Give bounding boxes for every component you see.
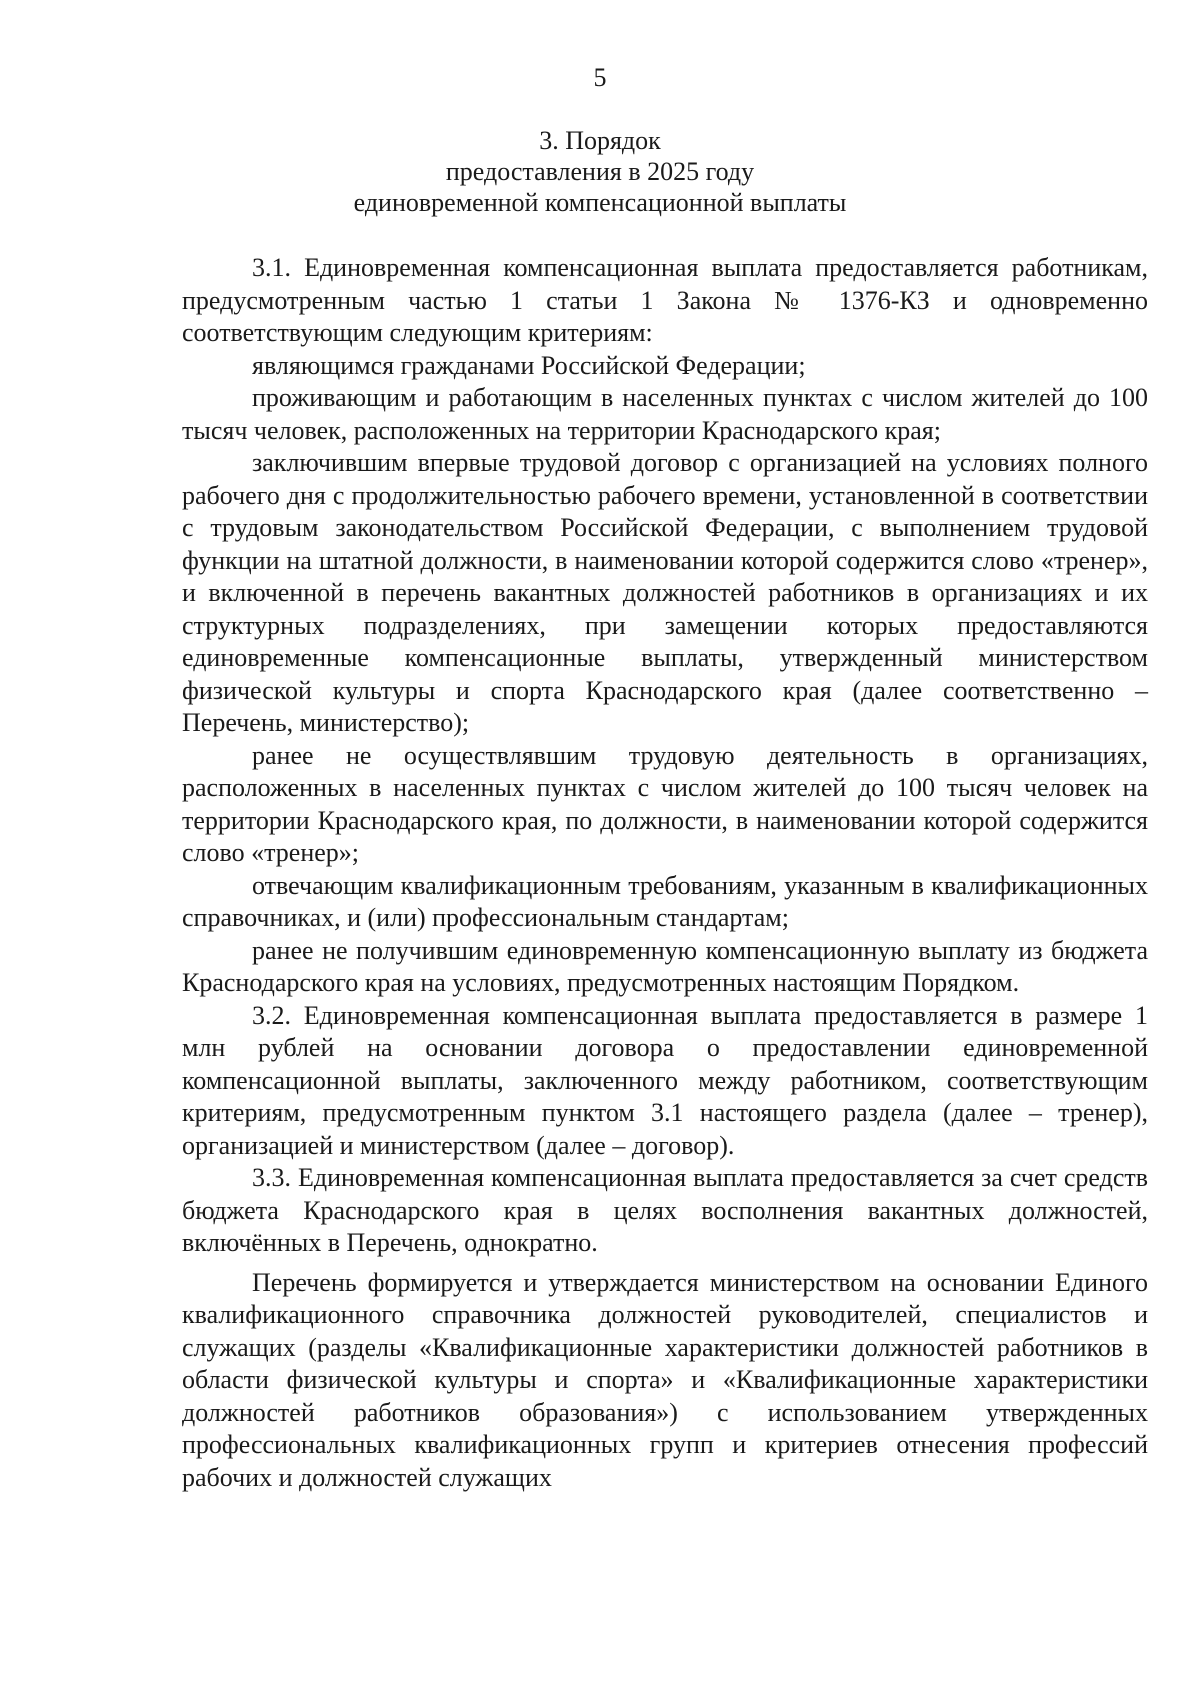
paragraph-list-formation: Перечень формируется и утверждается министерством на основании Единого квалификационного справочника должностей руководителей, специалистов и служащих (разделы «Квалификационные характеристики должностей работников в области физической культуры и спорта» и «Квалификационные характеристики должностей работников образования») с использованием утвержденных профессиональных квалификационных групп и критериев отнесения профессий рабочих и должностей служащих xyxy=(182,1267,1148,1492)
criterion-citizenship: являющимся гражданами Российской Федерации; xyxy=(252,350,806,380)
criterion-residence: проживающим и работающим в населенных пунктах с числом жителей до 100 тысяч человек, расположенных на территории Краснодарского края; xyxy=(182,383,1148,445)
page-number: 5 xyxy=(593,63,607,92)
criterion-qualification: отвечающим квалификационным требованиям, указанным в квалификационных справочниках, и (или) профессиональным стандартам; xyxy=(182,870,1148,932)
criterion-no-prior-work: ранее не осуществлявшим трудовую деятельность в организациях, расположенных в населенных пунктах с числом жителей до 100 тысяч человек на территории Краснодарского края, по должности, в наименовании которой содержится слово «тренер»; xyxy=(182,740,1148,867)
criterion-no-prior-payment: ранее не получившим единовременную компенсационную выплату из бюджета Краснодарского края на условиях, предусмотренных настоящим Порядком. xyxy=(182,935,1148,997)
paragraph-3-1: 3.1. Единовременная компенсационная выплата предоставляется работникам, предусмотренным частью 1 статьи 1 Закона № 1376-КЗ и одновременно соответствующим следующим критериям: xyxy=(182,253,1148,347)
document-body xyxy=(182,252,1148,1494)
criterion-employment-contract: заключившим впервые трудовой договор с организацией на условиях полного рабочего дня с продолжительностью рабочего времени, установленной в соответствии с трудовым законодательством Российской Федерации, с выполнением трудовой функции на штатной должности, в наименовании которой содержится слово «тренер», и включенной в перечень вакантных должностей работников в организациях и их структурных подразделениях, при замещении которых предоставляются единовременные компенсационные выплаты, утвержденный министерством физической культуры и спорта Краснодарского края (далее соответственно – Перечень, министерство); xyxy=(182,448,1148,737)
section-heading xyxy=(0,125,1200,218)
heading-line-2: предоставления в 2025 году xyxy=(445,157,755,186)
heading-line-1: 3. Порядок xyxy=(539,126,661,155)
paragraph-3-3: 3.3. Единовременная компенсационная выплата предоставляется за счет средств бюджета Краснодарского края в целях восполнения вакантных должностей, включённых в Перечень, однократно. xyxy=(182,1163,1148,1257)
heading-line-3: единовременной компенсационной выплаты xyxy=(353,188,847,217)
paragraph-3-2: 3.2. Единовременная компенсационная выплата предоставляется в размере 1 млн рублей на основании договора о предоставлении единовременной компенсационной выплаты, заключенного между работником, соответствующим критериям, предусмотренным пунктом 3.1 настоящего раздела (далее – тренер), организацией и министерством (далее – договор). xyxy=(182,1000,1148,1160)
